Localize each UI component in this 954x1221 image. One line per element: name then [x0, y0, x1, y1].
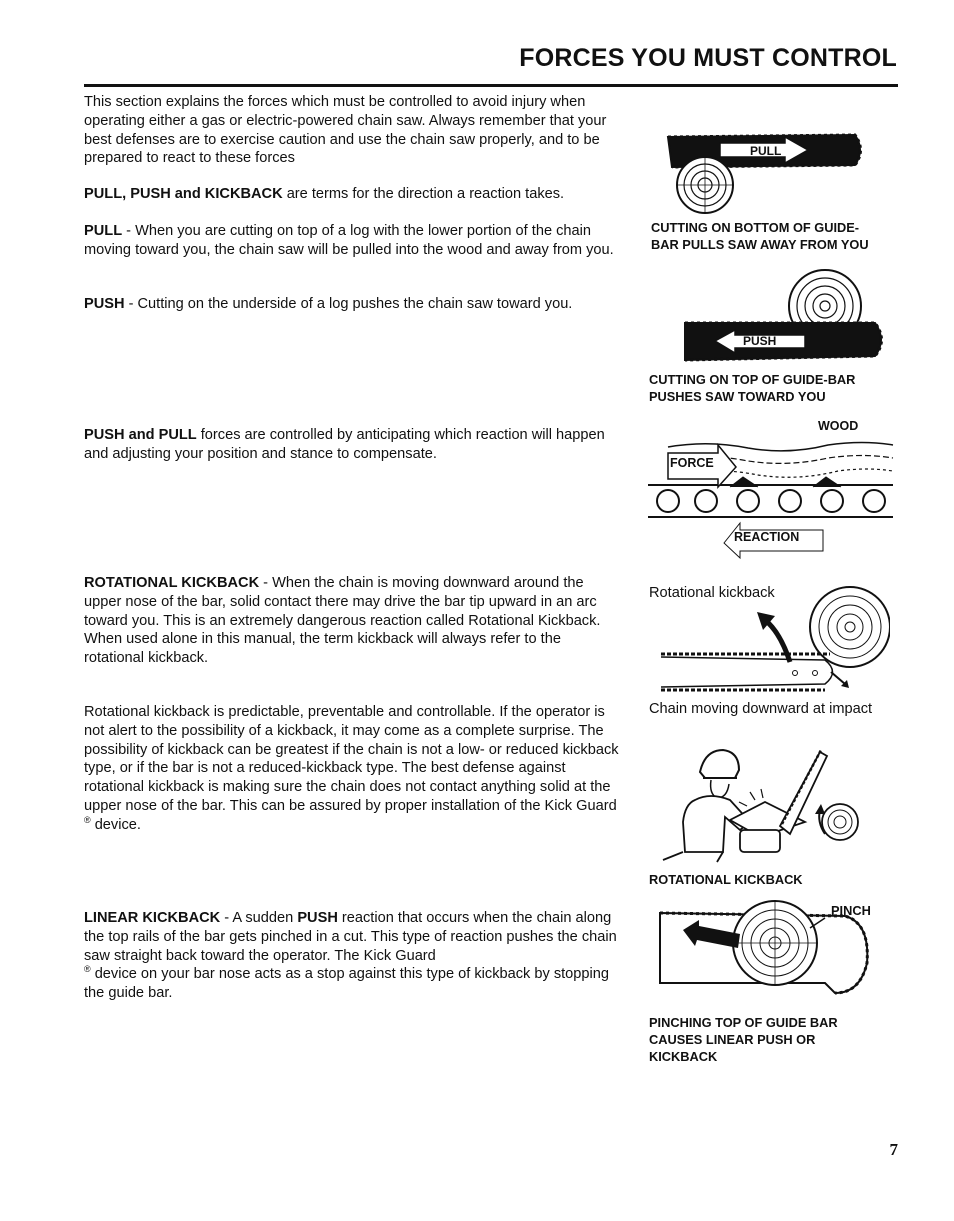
terms-text: are terms for the direction a reaction takes. — [282, 186, 565, 202]
rotational-paragraph — [84, 574, 624, 668]
push-text: - Cutting on the underside of a log pushes the chain saw toward you. — [124, 296, 573, 312]
push-label: PUSH — [743, 334, 777, 348]
push-lead: PUSH — [84, 296, 125, 312]
pinch-caption-3: KICKBACK — [649, 1049, 718, 1064]
terms-lead: PULL, PUSH and KICKBACK — [84, 186, 283, 202]
predictable-tail: device. — [90, 816, 141, 833]
push-pull-lead: PUSH and PULL — [84, 427, 197, 443]
push-pull-text: forces are controlled by anticipating which reaction will happen and adjusting your position and stance to compensate. — [84, 427, 605, 462]
terms-paragraph — [84, 185, 624, 204]
pull-caption-2: BAR PULLS SAW AWAY FROM YOU — [651, 237, 869, 252]
linear-text: reaction that occurs when the chain along the top rails of the bar gets pinched in a cut. This type of reaction pushes the chain saw straight back toward the operator. The Kick Guard — [84, 910, 617, 964]
linear-lead: LINEAR KICKBACK — [84, 910, 221, 926]
intro-paragraph — [84, 93, 624, 168]
rotational-lead: ROTATIONAL KICKBACK — [84, 575, 260, 591]
operator-kickback-illustration — [655, 742, 885, 864]
predictable-paragraph — [84, 703, 624, 835]
pinch-label: PINCH — [831, 903, 871, 918]
wood-label: WOOD — [818, 419, 859, 433]
pull-label: PULL — [750, 144, 782, 158]
push-illustration — [675, 268, 890, 368]
pinch-caption-1: PINCHING TOP OF GUIDE BAR — [649, 1015, 838, 1030]
force-label: FORCE — [670, 456, 714, 470]
reaction-label: REACTION — [734, 530, 800, 544]
push-paragraph — [84, 295, 624, 314]
pull-lead: PULL — [84, 223, 123, 239]
linear-mid: - A sudden — [220, 910, 298, 926]
registered-mark: ® — [84, 964, 91, 975]
push-caption-1: CUTTING ON TOP OF GUIDE-BAR — [649, 372, 856, 387]
force-reaction-illustration — [648, 415, 896, 565]
predictable-text: Rotational kickback is predictable, preventable and controllable. If the operator is not alert to the possibility of a kickback, it may come as a complete surprise. The possibility of kickback can be greatest if the chain is not a low- or reduced kickback type, or if the bar is not a reduced-kickback type. The best defense against rotational kickback is making sure the chain does not contact anything solid at the upper nose of the bar. This can be assured by proper installation of the Kick Guard — [84, 704, 619, 814]
operator-caption: ROTATIONAL KICKBACK — [649, 872, 803, 887]
pull-text: - When you are cutting on top of a log with the lower portion of the chain moving toward you, the chain saw will be pulled into the wood and away from you. — [84, 223, 614, 258]
rot-caption-bottom: Chain moving downward at impact — [649, 701, 873, 717]
push-pull-paragraph — [84, 426, 624, 464]
rot-caption-top: Rotational kickback — [649, 585, 775, 601]
pull-illustration — [660, 125, 870, 220]
pinch-caption-2: CAUSES LINEAR PUSH OR — [649, 1032, 816, 1047]
intro-text: This section explains the forces which must be controlled to avoid injury when operating either a gas or electric-powered chain saw. Always remember that your best defenses are to exercise caution and use the chain saw properly, and to be prepared to react to these forces — [84, 94, 607, 167]
page-title: FORCES YOU MUST CONTROL — [519, 44, 897, 72]
push-caption-2: PUSHES SAW TOWARD YOU — [649, 389, 826, 404]
pull-caption-1: CUTTING ON BOTTOM OF GUIDE- — [651, 220, 860, 235]
title-rule — [84, 84, 898, 87]
pinch-illustration — [655, 888, 880, 1003]
linear-push-word: PUSH — [297, 910, 338, 926]
pull-paragraph — [84, 222, 624, 260]
registered-mark: ® — [84, 814, 91, 825]
rotational-kickback-illustration — [655, 572, 890, 697]
page-number: 7 — [889, 1140, 898, 1159]
linear-paragraph — [84, 909, 624, 1003]
linear-tail: device on your bar nose acts as a stop against this type of kickback by stopping the guide bar. — [84, 966, 610, 1002]
rotational-text: - When the chain is moving downward around the upper nose of the bar, solid contact there may drive the bar tip upward in an arc toward you. This is an extremely dangerous reaction called Rotational Kickback. When used alone in this manual, the term kickback will always refer to the rotational kickback. — [84, 575, 601, 667]
